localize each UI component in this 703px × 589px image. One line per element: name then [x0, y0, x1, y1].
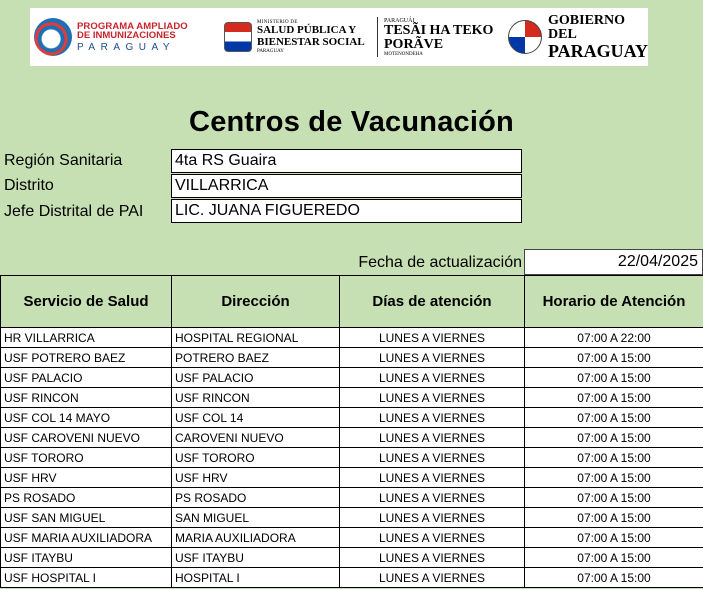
region-value-cell[interactable]: 4ta RS Guaira — [171, 149, 522, 173]
dias-cell[interactable]: LUNES A VIERNES — [340, 388, 525, 408]
servicio-cell[interactable]: USF HOSPITAL I — [1, 568, 172, 588]
ministry-seal-icon — [224, 22, 252, 52]
direccion-cell[interactable]: POTRERO BAEZ — [172, 348, 340, 368]
pai-emblem-icon — [34, 18, 72, 56]
servicio-cell[interactable]: USF TORORO — [1, 448, 172, 468]
column-header-horario[interactable]: Horario de Atención — [525, 276, 703, 328]
direccion-cell[interactable]: CAROVENI NUEVO — [172, 428, 340, 448]
gobierno-seal-icon — [508, 20, 542, 54]
horario-cell[interactable]: 07:00 A 15:00 — [525, 508, 703, 528]
servicio-cell[interactable]: USF PALACIO — [1, 368, 172, 388]
servicio-cell[interactable]: PS ROSADO — [1, 488, 172, 508]
direccion-cell[interactable]: HOSPITAL I — [172, 568, 340, 588]
tesai-logo-text-4: MOTENONDEHA — [384, 51, 423, 57]
table-header-row — [1, 276, 703, 328]
table-row — [1, 388, 703, 408]
gobierno-logo-text-2: PARAGUAY — [548, 41, 649, 61]
jefe-label: Jefe Distrital de PAI — [4, 203, 144, 220]
pai-logo-text-1: PROGRAMA AMPLIADO — [77, 20, 188, 32]
horario-cell[interactable]: 07:00 A 15:00 — [525, 528, 703, 548]
ministry-logo — [224, 8, 374, 66]
dias-cell[interactable]: LUNES A VIERNES — [340, 528, 525, 548]
table-row — [1, 428, 703, 448]
region-label: Región Sanitaria — [4, 152, 123, 169]
table-row — [1, 488, 703, 508]
distrito-value-cell[interactable]: VILLARRICA — [171, 174, 522, 198]
direccion-cell[interactable]: USF COL 14 — [172, 408, 340, 428]
table-row — [1, 508, 703, 528]
tesai-logo-text-1: PARAGUÁI — [384, 17, 415, 24]
pai-logo-text-3: PARAGUAY — [77, 41, 176, 53]
dias-cell[interactable]: LUNES A VIERNES — [340, 488, 525, 508]
dias-cell[interactable]: LUNES A VIERNES — [340, 468, 525, 488]
horario-cell[interactable]: 07:00 A 15:00 — [525, 348, 703, 368]
ministry-logo-text-4: PARAGUAY — [257, 48, 284, 54]
table-body — [1, 328, 703, 588]
direccion-cell[interactable]: MARIA AUXILIADORA — [172, 528, 340, 548]
vaccination-centers-table — [0, 275, 703, 588]
horario-cell[interactable]: 07:00 A 15:00 — [525, 448, 703, 468]
table-row — [1, 448, 703, 468]
ministry-logo-text-3: BIENESTAR SOCIAL — [257, 36, 365, 48]
horario-cell[interactable]: 07:00 A 15:00 — [525, 408, 703, 428]
direccion-cell[interactable]: USF PALACIO — [172, 368, 340, 388]
table-row — [1, 548, 703, 568]
horario-cell[interactable]: 07:00 A 15:00 — [525, 388, 703, 408]
table-row — [1, 468, 703, 488]
tesai-logo-text-2: TESÃI HA TEKO — [384, 22, 494, 38]
servicio-cell[interactable]: USF CAROVENI NUEVO — [1, 428, 172, 448]
direccion-cell[interactable]: USF ITAYBU — [172, 548, 340, 568]
dias-cell[interactable]: LUNES A VIERNES — [340, 508, 525, 528]
dias-cell[interactable]: LUNES A VIERNES — [340, 568, 525, 588]
table-row — [1, 328, 703, 348]
horario-cell[interactable]: 07:00 A 22:00 — [525, 328, 703, 348]
horario-cell[interactable]: 07:00 A 15:00 — [525, 488, 703, 508]
horario-cell[interactable]: 07:00 A 15:00 — [525, 368, 703, 388]
servicio-cell[interactable]: USF ITAYBU — [1, 548, 172, 568]
dias-cell[interactable]: LUNES A VIERNES — [340, 368, 525, 388]
servicio-cell[interactable]: USF COL 14 MAYO — [1, 408, 172, 428]
servicio-cell[interactable]: HR VILLARRICA — [1, 328, 172, 348]
table-row — [1, 568, 703, 588]
column-header-servicio[interactable]: Servicio de Salud — [1, 276, 172, 328]
fecha-label: Fecha de actualización — [358, 254, 522, 271]
pai-logo-text-2: DE INMUNIZACIONES — [77, 30, 176, 41]
page-title: Centros de Vacunación — [189, 106, 514, 138]
servicio-cell[interactable]: USF HRV — [1, 468, 172, 488]
direccion-cell[interactable]: USF TORORO — [172, 448, 340, 468]
dias-cell[interactable]: LUNES A VIERNES — [340, 428, 525, 448]
pai-logo — [34, 8, 214, 66]
gobierno-logo — [508, 8, 649, 66]
horario-cell[interactable]: 07:00 A 15:00 — [525, 428, 703, 448]
tesai-logo — [377, 8, 497, 66]
direccion-cell[interactable]: USF RINCON — [172, 388, 340, 408]
ministry-logo-text-1: MINISTERIO DE — [257, 20, 298, 26]
column-header-direccion[interactable]: Dirección — [172, 276, 340, 328]
ministry-logo-text-2: SALUD PÚBLICA Y — [257, 24, 357, 37]
servicio-cell[interactable]: USF RINCON — [1, 388, 172, 408]
distrito-label: Distrito — [4, 177, 54, 194]
column-header-dias[interactable]: Días de atención — [340, 276, 525, 328]
direccion-cell[interactable]: USF HRV — [172, 468, 340, 488]
horario-cell[interactable]: 07:00 A 15:00 — [525, 548, 703, 568]
dias-cell[interactable]: LUNES A VIERNES — [340, 448, 525, 468]
table-row — [1, 528, 703, 548]
table-row — [1, 408, 703, 428]
logo-divider — [377, 17, 378, 57]
logo-banner — [30, 8, 648, 66]
fecha-value-cell[interactable]: 22/04/2025 — [524, 249, 703, 275]
direccion-cell[interactable]: HOSPITAL REGIONAL — [172, 328, 340, 348]
direccion-cell[interactable]: PS ROSADO — [172, 488, 340, 508]
table-row — [1, 368, 703, 388]
dias-cell[interactable]: LUNES A VIERNES — [340, 408, 525, 428]
jefe-value-cell[interactable]: LIC. JUANA FIGUEREDO — [171, 199, 522, 223]
dias-cell[interactable]: LUNES A VIERNES — [340, 328, 525, 348]
horario-cell[interactable]: 07:00 A 15:00 — [525, 468, 703, 488]
servicio-cell[interactable]: USF SAN MIGUEL — [1, 508, 172, 528]
dias-cell[interactable]: LUNES A VIERNES — [340, 548, 525, 568]
tesai-logo-text-3: PORÃVE — [384, 36, 444, 52]
dias-cell[interactable]: LUNES A VIERNES — [340, 348, 525, 368]
horario-cell[interactable]: 07:00 A 15:00 — [525, 568, 703, 588]
servicio-cell[interactable]: USF MARIA AUXILIADORA — [1, 528, 172, 548]
gobierno-logo-text-1: GOBIERNO DEL — [548, 13, 626, 42]
table-row — [1, 348, 703, 368]
servicio-cell[interactable]: USF POTRERO BAEZ — [1, 348, 172, 368]
direccion-cell[interactable]: SAN MIGUEL — [172, 508, 340, 528]
